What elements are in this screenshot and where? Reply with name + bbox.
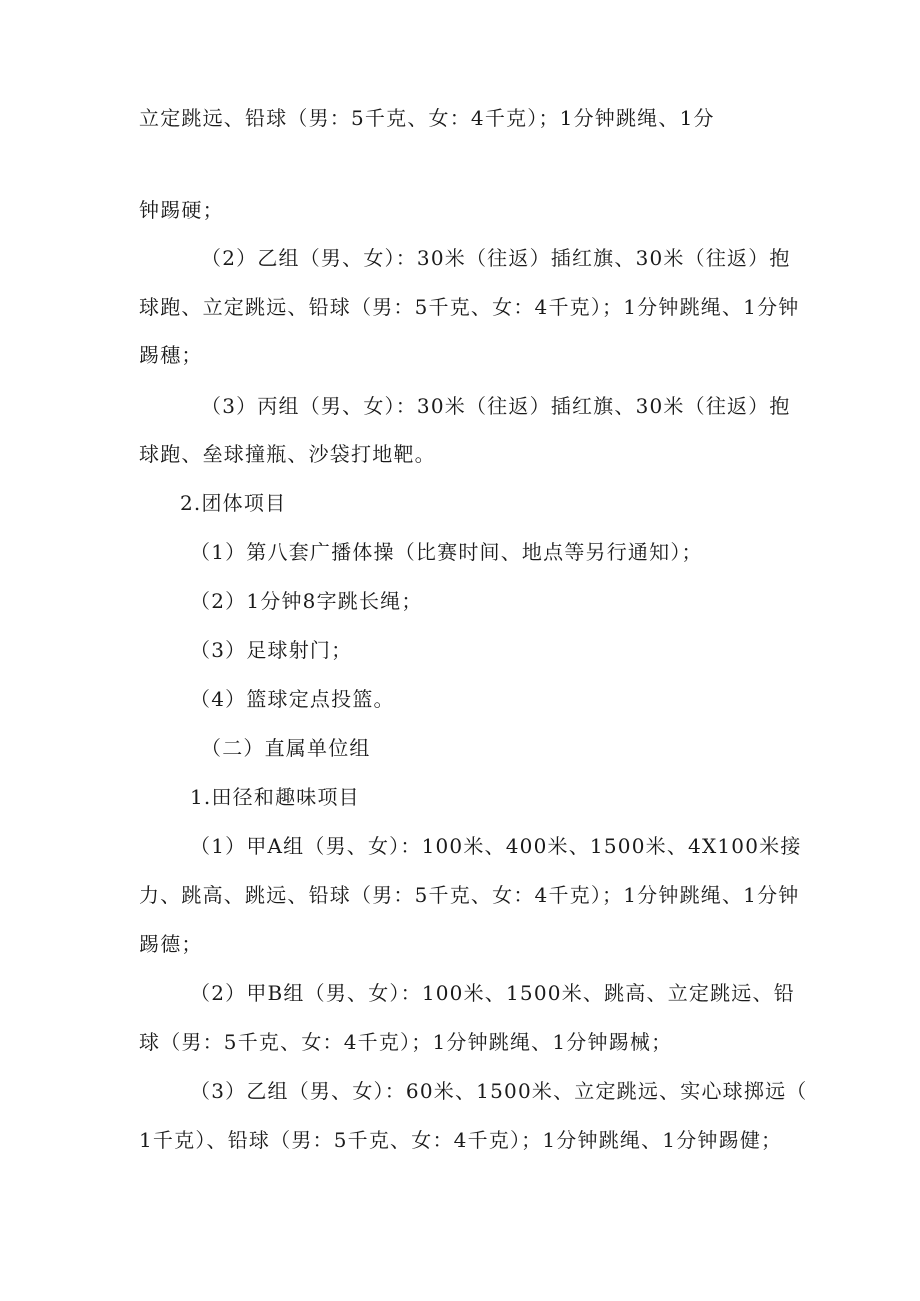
list-item: （3）丙组（男、女）：30米（往返）插红旗、30米（往返）抱 bbox=[201, 394, 791, 418]
list-item: （3）乙组（男、女）：60米、1500米、立定跳远、实心球掷远（ bbox=[190, 1079, 808, 1103]
section-heading: 2.团体项目 bbox=[180, 491, 287, 515]
subsection-heading: 1.田径和趣味项目 bbox=[190, 785, 360, 809]
list-item: （3）足球射门； bbox=[190, 638, 353, 662]
text-line: 1千克）、铅球（男：5千克、女：4千克）；1分钟跳绳、1分钟踢健； bbox=[139, 1128, 783, 1152]
text-line: 钟踢硬； bbox=[139, 198, 224, 222]
text-line: 球跑、垒球撞瓶、沙袋打地靶。 bbox=[139, 442, 436, 466]
text-line: 力、跳高、跳远、铅球（男：5千克、女：4千克）；1分钟跳绳、1分钟 bbox=[139, 883, 800, 907]
list-item: （2）乙组（男、女）：30米（往返）插红旗、30米（往返）抱 bbox=[201, 246, 791, 270]
list-item: （2）甲B组（男、女）：100米、1500米、跳高、立定跳远、铅 bbox=[190, 981, 795, 1005]
list-item: （1）第八套广播体操（比赛时间、地点等另行通知）； bbox=[190, 540, 703, 564]
text-line: 立定跳远、铅球（男：5千克、女：4千克）；1分钟跳绳、1分 bbox=[139, 106, 715, 130]
list-item: （2）1分钟8字跳长绳； bbox=[190, 589, 423, 613]
text-line: 球跑、立定跳远、铅球（男：5千克、女：4千克）；1分钟跳绳、1分钟 bbox=[139, 295, 800, 319]
text-line: 踢德； bbox=[139, 932, 203, 956]
list-item: （1）甲A组（男、女）：100米、400米、1500米、4X100米接 bbox=[190, 834, 802, 858]
text-line: 踢穗； bbox=[139, 343, 203, 367]
section-heading: （二）直属单位组 bbox=[201, 736, 371, 760]
list-item: （4）篮球定点投篮。 bbox=[190, 687, 395, 711]
text-line: 球（男：5千克、女：4千克）；1分钟跳绳、1分钟踢械； bbox=[139, 1030, 673, 1054]
